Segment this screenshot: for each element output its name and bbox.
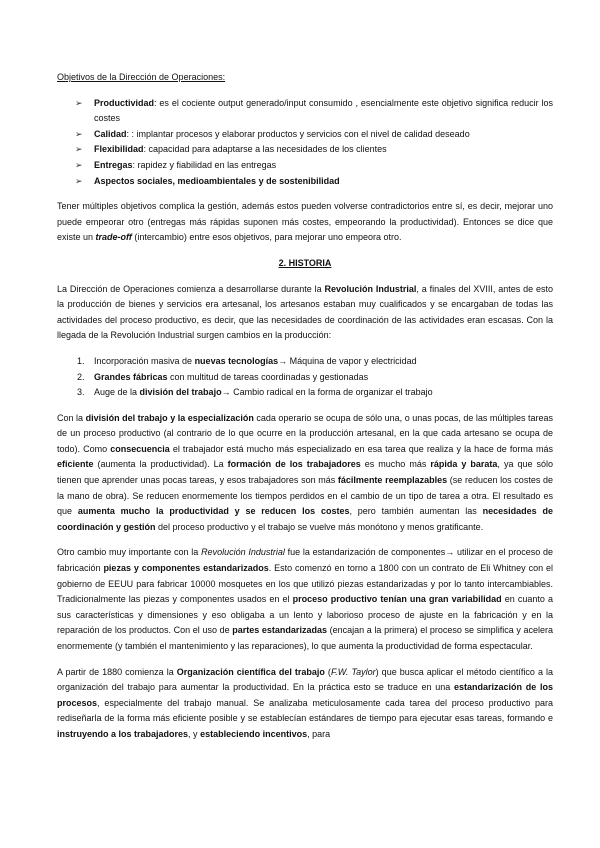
bold-term: rápida y barata — [430, 459, 498, 470]
taylor-paragraph — [57, 665, 553, 743]
item-text: : rapidez y fiabilidad en las entregas — [132, 159, 277, 170]
bold-term: partes estandarizadas — [232, 625, 327, 636]
objectives-list — [57, 96, 553, 190]
item-term: Flexibilidad — [94, 144, 144, 155]
document-page — [57, 70, 553, 753]
list-number: 1. — [77, 355, 85, 366]
list-item — [57, 142, 553, 158]
paragraph-text: ( — [324, 666, 331, 677]
division-paragraph — [57, 411, 553, 536]
paragraph-text: en cuanto a sus características y dimensiones y eso obligaba a un lento y laborioso proceso de ajuste en la fabricación y en la reparación de los productos. Con el uso de — [57, 594, 553, 636]
bold-term: piezas y componentes estandarizados — [103, 563, 269, 574]
bold-term: proceso productivo tenían una gran variabilidad — [292, 594, 502, 605]
historia-intro — [57, 282, 553, 344]
paragraph-text: . Esto comenzó en torno a 1800 con un contrato de Eli Whitney con el gobierno de EEUU para fabricar 10000 mosquetes en los que utilizó piezas estandarizadas y por lo tanto intercambiables. Tradicionalmente las piezas y componentes usados en el — [57, 563, 553, 605]
item-text: : : implantar procesos y elaborar productos y servicios con el nivel de calidad deseado — [126, 128, 470, 139]
paragraph-text: La Dirección de Operaciones comienza a desarrollarse durante la — [57, 283, 325, 294]
list-item — [57, 96, 553, 127]
bold-term: instruyendo a los trabajadores — [57, 728, 189, 739]
item-term: Grandes fábricas — [94, 371, 168, 382]
list-item — [57, 370, 553, 386]
paragraph-text: , y — [188, 728, 201, 739]
bold-term: fácilmente reemplazables — [337, 475, 448, 486]
paragraph-text: (aumenta la productividad). La — [93, 459, 228, 470]
item-text: → Cambio radical en la forma de organizar el trabajo — [221, 387, 433, 398]
changes-list — [57, 354, 553, 401]
italic-term: Revolución Industrial — [201, 547, 285, 558]
tradeoff-term: trade-off — [95, 232, 132, 243]
item-text: : es el cociente output generado/input consumido , esencialmente este objetivo significa reducir los costes — [94, 97, 553, 124]
item-term: Calidad — [94, 128, 127, 139]
paragraph-text: Con la — [57, 412, 86, 423]
bold-term: eficiente — [57, 459, 94, 470]
paragraph-text: , especialmente del trabajo manual. Se analizaba meticulosamente cada tarea del proceso productivo para rediseñarla de la forma más eficiente posible y se establecían estándares de tiempo para ejecutar esas tareas, formando e — [57, 697, 553, 724]
standardization-paragraph — [57, 545, 553, 654]
paragraph-text: (intercambio) entre esos objetivos, para mejorar uno empeora otro. — [131, 232, 402, 243]
arrow-bullet-icon: ➢ — [75, 128, 83, 139]
bold-term: aumenta mucho la productividad y se reducen los costes — [77, 506, 350, 517]
arrow-bullet-icon: ➢ — [75, 175, 83, 186]
bold-term: estableciendo incentivos — [200, 728, 308, 739]
paragraph-text: es mucho más — [360, 459, 431, 470]
item-text: → Máquina de vapor y electricidad — [278, 355, 417, 366]
section-title: 2. HISTORIA — [278, 257, 332, 268]
objectives-heading: Objetivos de la Dirección de Operaciones: — [57, 72, 226, 82]
item-text: Auge de la — [94, 387, 140, 398]
bold-term: división del trabajo y la especialización — [85, 412, 254, 423]
bold-term: estandarización de los procesos — [57, 682, 554, 708]
list-item — [57, 158, 553, 174]
paragraph-text: , ya que sólo tienen que aprender unas pocas tareas, y esos trabajadores son más — [57, 459, 553, 486]
list-item — [57, 385, 553, 401]
arrow-bullet-icon: ➢ — [75, 159, 83, 170]
paragraph-text: , a finales del XVIII, antes de esto la producción de bienes y servicios era artesanal, los artesanos estaban muy cualificados y se encargaban de todas las actividades del proceso productivo, es decir, que las necesidades de coordinación de las actividades eran escasas. Con la llegada de la Revolución Industrial surgen cambios en la producción: — [57, 283, 553, 341]
bold-term: Organización científica del trabajo — [176, 666, 325, 677]
paragraph-text: cada operario se ocupa de sólo una, o unas pocas, de las múltiples tareas de un proceso productivo (al contrario de lo que ocurre en la producción artesanal, en la que cada artesano se ocupa de todo). Como — [57, 412, 553, 454]
list-number: 2. — [77, 371, 85, 382]
bold-term: formación de los trabajadores — [227, 459, 361, 470]
list-item — [57, 127, 553, 143]
arrow-bullet-icon: ➢ — [75, 97, 83, 108]
italic-term: F.W. Taylor — [330, 666, 376, 677]
item-text: con multitud de tareas coordinadas y gestionadas — [167, 371, 369, 382]
paragraph-text: (encajan a la primera) el proceso se simplifica y acelera enormemente (y también el mantenimiento y las reparaciones), lo que aumenta la productividad de forma espectacular. — [57, 625, 554, 651]
paragraph-text: el trabajador está mucho más especializado en esa tarea que realiza y la hace de forma más — [169, 443, 553, 454]
item-term: división del trabajo — [139, 387, 222, 398]
arrow-bullet-icon: ➢ — [75, 144, 83, 155]
list-item — [57, 354, 553, 370]
item-text: Incorporación masiva de — [94, 355, 195, 366]
paragraph-text: A partir de 1880 comienza la — [57, 666, 177, 677]
list-number: 3. — [77, 387, 85, 398]
bold-term: Revolución Industrial — [324, 283, 417, 294]
bold-term: consecuencia — [110, 443, 170, 454]
item-text: : capacidad para adaptarse a las necesidades de los clientes — [143, 144, 387, 155]
paragraph-text: ) que busca aplicar el método científico a la organización del trabajo para aumentar la productividad. En la práctica esto se traduce en una — [57, 666, 553, 693]
list-item — [57, 174, 553, 190]
item-term: Aspectos sociales, medioambientales y de sostenibilidad — [94, 175, 340, 186]
objectives-paragraph — [57, 199, 553, 246]
paragraph-text: , pero también aumentan las — [349, 506, 483, 517]
paragraph-text: fue la estandarización de componentes→ utilizar en el proceso de fabricación — [57, 547, 553, 574]
item-term: nuevas tecnologías — [194, 355, 279, 366]
bold-term: necesidades de coordinación y gestión — [57, 506, 553, 532]
paragraph-text: Otro cambio muy importante con la — [57, 547, 202, 558]
paragraph-text: , para — [307, 728, 331, 739]
item-term: Entregas — [94, 159, 133, 170]
paragraph-text: del proceso productivo y el trabajo se vuelve más monótono y menos gratificante. — [155, 521, 484, 532]
paragraph-text: Tener múltiples objetivos complica la gestión, además estos pueden volverse contradictorios entre sí, es decir, mejorar uno puede empeorar otro (entregas más rápidas suponen más costes, empeorando la productividad). Entonces se dice que existe un — [57, 201, 553, 243]
item-term: Productividad — [94, 97, 155, 108]
paragraph-text: (se reducen los costes de la mano de obra). Se reducen enormemente los tiempos perdidos en el cambio de un tipo de tarea a otra. El resultado es que — [57, 475, 553, 517]
